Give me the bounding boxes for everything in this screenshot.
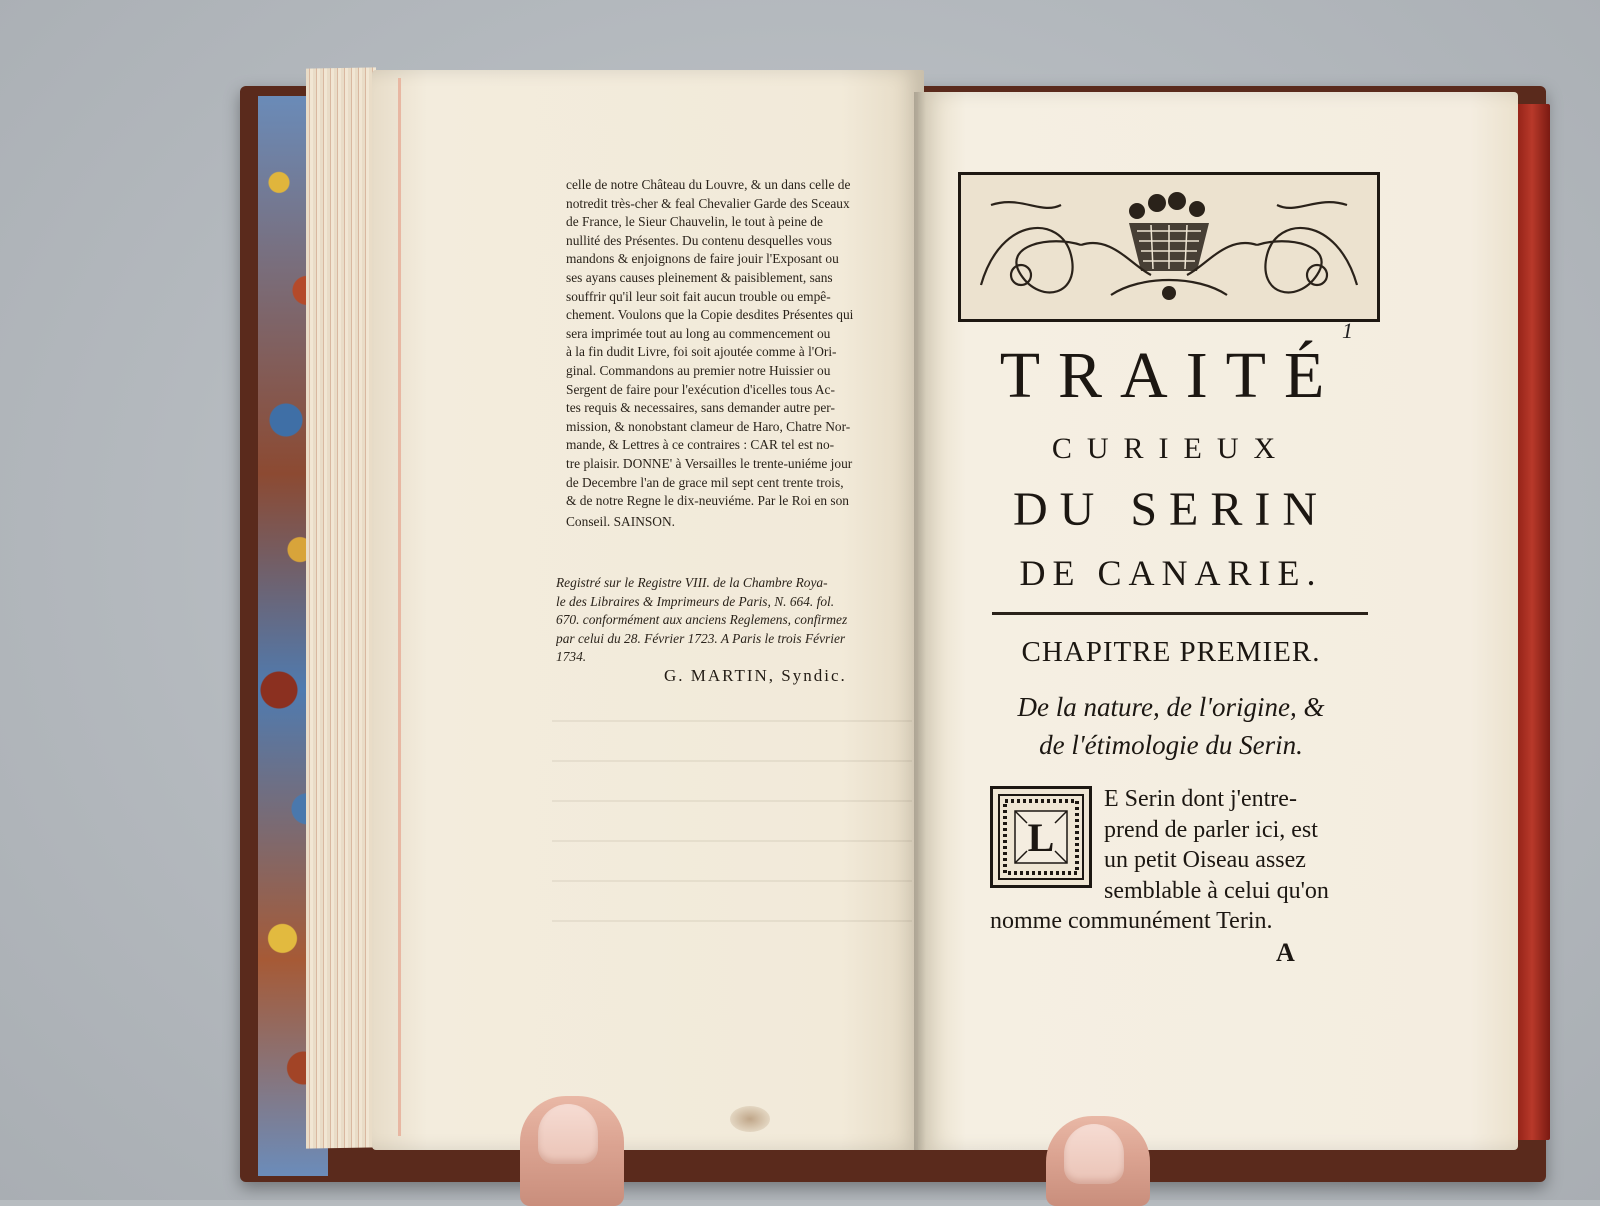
privilege-line: souffrir qu'il leur soit fait aucun trouble ou empê- [566,288,831,304]
privilege-line: de Decembre l'an de grace mil sept cent trente trois, [566,474,844,490]
drop-cap-frame-icon [993,789,1089,885]
privilege-line: celle de notre Château du Louvre, & un dans celle de [566,177,851,192]
privilege-line: mandons & enjoignons de faire jouir l'Exposant ou [566,251,839,267]
left-thumbnail-nail [538,1104,598,1164]
right-thumbnail-nail [1064,1124,1124,1184]
chapter-heading: CHAPITRE PREMIER. [1021,636,1321,668]
registre-line: par celui du 28. Février 1723. A Paris le trois Février [556,630,846,646]
page-number: 1 [1342,318,1353,343]
headpiece-ornament-icon [961,175,1377,319]
show-through-line [552,920,912,922]
body-line: E Serin dont j'entre- [1104,786,1297,812]
privilege-line: chement. Voulons que la Copie desdites Présentes qui [566,307,854,323]
red-page-edge [1514,104,1550,1140]
left-thumb [520,1096,624,1206]
syndic-signature: G. MARTIN, Syndic. [664,666,847,685]
title-du-serin: DU SERIN [1012,483,1329,536]
subtitle-line: de l'étimologie du Serin. [1039,730,1303,760]
opening-paragraph [1104,784,1372,906]
title-curieux: CURIEUX [1051,432,1291,465]
privilege-line: mande, & Lettres à ce contraires : CAR tel est no- [566,437,835,453]
show-through-line [552,800,912,802]
ornamental-headpiece [958,172,1380,322]
privilege-line: tre plaisir. DONNE' à Versailles le trente-uniéme jour [566,455,853,471]
privilege-line: sera imprimée tout au long au commencement ou [566,325,831,341]
privilege-line: mission, & nonobstant clameur de Haro, Chatre Nor- [566,418,851,434]
title-de-canarie: DE CANARIE. [1019,553,1323,593]
privilege-line: ginal. Commandons au premier notre Huissier ou [566,362,831,378]
foxing-stain [730,1106,770,1132]
privilege-line: de France, le Sieur Chauvelin, le tout à peine de [566,214,823,230]
body-line: semblable à celui qu'on [1104,877,1329,904]
subtitle-line: De la nature, de l'origine, & [1017,692,1325,722]
title-rule [992,612,1368,615]
privilege-line: tes requis & necessaires, sans demander autre per- [566,400,835,416]
page-stack-edge [306,67,376,1148]
privilege-signature-line: Conseil. SAINSON. [566,513,675,529]
show-through-line [552,840,912,842]
privilege-line: à la fin dudit Livre, foi soit ajoutée comme à l'Ori- [566,344,837,360]
privilege-line: nullité des Présentes. Du contenu desquelles vous [566,232,832,248]
body-last-line: nomme communément Terin. [990,908,1273,934]
privilege-line: Sergent de faire pour l'exécution d'icelles tous Ac- [566,381,835,397]
registration-note [556,574,926,667]
show-through-line [552,760,912,762]
royal-privilege-text [566,176,926,531]
title-traite: TRAITÉ [999,339,1343,412]
registre-line: 1734. [556,649,587,665]
signature-mark: A [1276,938,1295,967]
drop-cap-letter: L [1027,815,1055,860]
privilege-line: & de notre Regne le dix-neuviéme. Par le Roi en son [566,493,849,509]
show-through-line [552,880,912,882]
registre-line: 670. conformément aux anciens Reglemens, confirmez [556,612,848,628]
show-through-line [552,720,912,722]
privilege-line: ses ayans causes pleinement & paisiblement, sans [566,269,833,285]
privilege-line: notredit très-cher & feal Chevalier Garde des Sceaux [566,195,850,211]
registre-line: le des Libraires & Imprimeurs de Paris, N. 664. fol. [556,593,835,609]
registre-line: Registré sur le Registre VIII. de la Chambre Roya- [556,575,828,590]
right-thumb [1046,1116,1150,1206]
chapter-subtitle [974,688,1368,764]
body-line: prend de parler ici, est [1104,816,1318,843]
drop-cap [990,786,1092,888]
body-line: un petit Oiseau assez [1104,847,1306,873]
